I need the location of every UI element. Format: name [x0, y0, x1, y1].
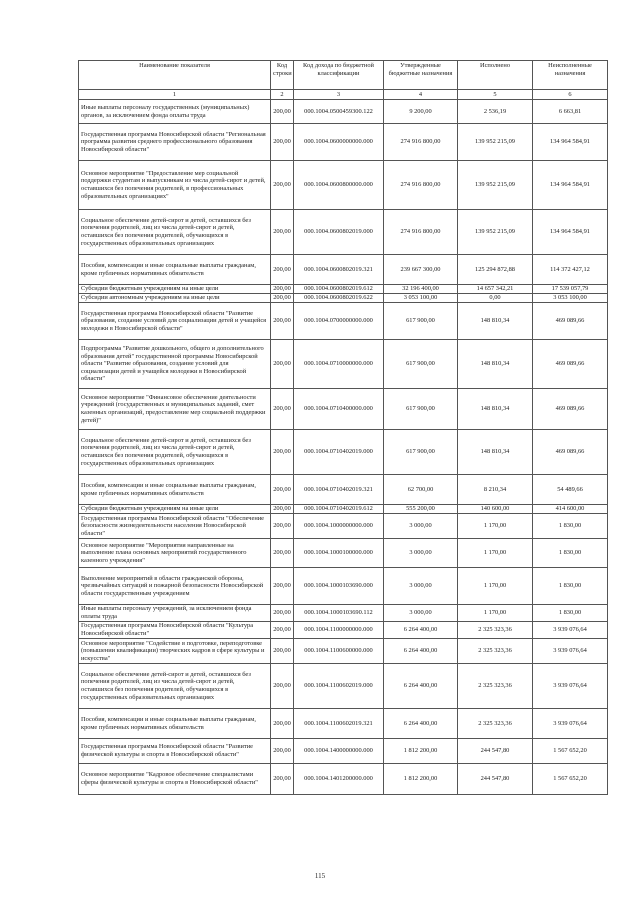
- row-name: Государственная программа Новосибирской области "Развитие образования, создание условий для социализации детей и учащейся молодежи в Новосибирской области": [79, 303, 271, 340]
- row-name: Субсидии автономным учреждениям на иные цели: [79, 294, 271, 303]
- row-executed: 2 325 323,36: [458, 639, 533, 664]
- table-body: [79, 100, 608, 795]
- row-executed: 1 170,00: [458, 605, 533, 622]
- table-row: [79, 568, 608, 605]
- row-executed: 140 600,00: [458, 505, 533, 514]
- row-income-code: 000.1004.0600800000.000: [294, 161, 384, 210]
- table-row: [79, 294, 608, 303]
- row-name: Основное мероприятие "Кадровое обеспечение специалистами сферы физической культуры и спорта в Новосибирской области": [79, 764, 271, 795]
- row-approved: 3 000,00: [384, 539, 458, 568]
- row-line-code: 200,00: [271, 664, 294, 709]
- row-income-code: 000.1004.0600802019.000: [294, 210, 384, 255]
- row-income-code: 000.1004.0710402019.000: [294, 430, 384, 475]
- row-income-code: 000.1004.1000103690.112: [294, 605, 384, 622]
- row-line-code: 200,00: [271, 255, 294, 285]
- row-name: Субсидии бюджетным учреждениям на иные цели: [79, 505, 271, 514]
- row-approved: 274 916 800,00: [384, 124, 458, 161]
- table-row: [79, 505, 608, 514]
- row-unexecuted: 114 372 427,12: [533, 255, 608, 285]
- row-income-code: 000.1004.1100602019.321: [294, 709, 384, 739]
- row-line-code: 200,00: [271, 622, 294, 639]
- column-number: 5: [458, 90, 533, 100]
- row-name: Социальное обеспечение детей-сирот и детей, оставшихся без попечения родителей, лиц из числа детей-сирот и детей, оставшихся без попечения родителей, обучающихся в государственных образовательных организациях: [79, 664, 271, 709]
- row-line-code: 200,00: [271, 539, 294, 568]
- row-unexecuted: 1 830,00: [533, 568, 608, 605]
- row-name: Субсидии бюджетным учреждениям на иные цели: [79, 285, 271, 294]
- row-line-code: 200,00: [271, 210, 294, 255]
- table-row: [79, 124, 608, 161]
- row-unexecuted: 6 663,81: [533, 100, 608, 124]
- row-line-code: 200,00: [271, 514, 294, 539]
- row-income-code: 000.1004.0600802019.622: [294, 294, 384, 303]
- row-executed: 139 952 215,09: [458, 210, 533, 255]
- table-row: [79, 605, 608, 622]
- table-row: [79, 664, 608, 709]
- row-line-code: 200,00: [271, 430, 294, 475]
- row-unexecuted: 469 089,66: [533, 303, 608, 340]
- row-approved: 3 053 100,00: [384, 294, 458, 303]
- row-income-code: 000.1004.0700000000.000: [294, 303, 384, 340]
- row-income-code: 000.1004.0710000000.000: [294, 340, 384, 389]
- row-unexecuted: 3 053 100,00: [533, 294, 608, 303]
- table-row: [79, 100, 608, 124]
- row-executed: 148 810,34: [458, 430, 533, 475]
- row-line-code: 200,00: [271, 294, 294, 303]
- row-name: Основное мероприятие "Содействие в подготовке, переподготовке (повышении квалификации) творческих кадров в сфере культуры и искусства": [79, 639, 271, 664]
- row-approved: 6 264 400,00: [384, 622, 458, 639]
- row-approved: 1 812 200,00: [384, 764, 458, 795]
- row-name: Иные выплаты персоналу учреждений, за исключением фонда оплаты труда: [79, 605, 271, 622]
- row-executed: 148 810,34: [458, 340, 533, 389]
- column-number: 3: [294, 90, 384, 100]
- row-unexecuted: 469 089,66: [533, 389, 608, 430]
- row-line-code: 200,00: [271, 161, 294, 210]
- row-name: Основное мероприятие "Предоставление мер социальной поддержки студентам и выпускникам из числа детей-сирот и детей, оставшихся без попечения родителей, в профессиональных образовательных организациях": [79, 161, 271, 210]
- row-unexecuted: 1 830,00: [533, 514, 608, 539]
- row-approved: 1 812 200,00: [384, 739, 458, 764]
- row-approved: 32 196 400,00: [384, 285, 458, 294]
- row-unexecuted: 1 830,00: [533, 605, 608, 622]
- row-approved: 617 900,00: [384, 389, 458, 430]
- row-name: Государственная программа Новосибирской области "Региональная программа развития среднего профессионального образования Новосибирской области": [79, 124, 271, 161]
- row-executed: 2 325 323,36: [458, 664, 533, 709]
- row-income-code: 000.1004.1000103690.000: [294, 568, 384, 605]
- row-approved: 617 900,00: [384, 430, 458, 475]
- table-row: [79, 475, 608, 505]
- row-income-code: 000.1004.1000000000.000: [294, 514, 384, 539]
- row-executed: 139 952 215,09: [458, 124, 533, 161]
- table-row: [79, 539, 608, 568]
- column-number-row: [79, 90, 608, 100]
- row-line-code: 200,00: [271, 285, 294, 294]
- column-number: 4: [384, 90, 458, 100]
- row-unexecuted: 414 600,00: [533, 505, 608, 514]
- table-row: [79, 709, 608, 739]
- row-income-code: 000.1004.0500459300.122: [294, 100, 384, 124]
- row-name: Пособия, компенсации и иные социальные выплаты гражданам, кроме публичных нормативных обязательств: [79, 255, 271, 285]
- row-line-code: 200,00: [271, 764, 294, 795]
- row-unexecuted: 3 939 076,64: [533, 664, 608, 709]
- row-income-code: 000.1004.0710400000.000: [294, 389, 384, 430]
- row-executed: 8 210,34: [458, 475, 533, 505]
- table-row: [79, 430, 608, 475]
- row-executed: 125 294 872,88: [458, 255, 533, 285]
- row-executed: 1 170,00: [458, 514, 533, 539]
- row-line-code: 200,00: [271, 739, 294, 764]
- row-line-code: 200,00: [271, 568, 294, 605]
- row-approved: 274 916 800,00: [384, 161, 458, 210]
- row-approved: 617 900,00: [384, 303, 458, 340]
- row-line-code: 200,00: [271, 639, 294, 664]
- row-unexecuted: 134 964 584,91: [533, 124, 608, 161]
- row-unexecuted: 1 567 652,20: [533, 739, 608, 764]
- row-executed: 1 170,00: [458, 568, 533, 605]
- row-unexecuted: 3 939 076,64: [533, 622, 608, 639]
- row-name: Основное мероприятие "Мероприятия направленные на выполнение плана основных мероприятий государственного казенного учреждения": [79, 539, 271, 568]
- row-executed: 244 547,80: [458, 739, 533, 764]
- row-approved: 3 000,00: [384, 514, 458, 539]
- table-row: [79, 303, 608, 340]
- row-unexecuted: 3 939 076,64: [533, 639, 608, 664]
- row-approved: 6 264 400,00: [384, 664, 458, 709]
- row-line-code: 200,00: [271, 100, 294, 124]
- row-line-code: 200,00: [271, 709, 294, 739]
- row-approved: 3 000,00: [384, 605, 458, 622]
- row-approved: 3 000,00: [384, 568, 458, 605]
- row-income-code: 000.1004.0710402019.321: [294, 475, 384, 505]
- table-row: [79, 255, 608, 285]
- column-number: 6: [533, 90, 608, 100]
- row-executed: 0,00: [458, 294, 533, 303]
- row-approved: 274 916 800,00: [384, 210, 458, 255]
- row-executed: 2 325 323,36: [458, 709, 533, 739]
- row-income-code: 000.1004.0710402019.612: [294, 505, 384, 514]
- table-row: [79, 210, 608, 255]
- row-approved: 555 200,00: [384, 505, 458, 514]
- row-line-code: 200,00: [271, 303, 294, 340]
- row-unexecuted: 17 539 057,79: [533, 285, 608, 294]
- row-executed: 1 170,00: [458, 539, 533, 568]
- row-approved: 239 667 300,00: [384, 255, 458, 285]
- row-line-code: 200,00: [271, 505, 294, 514]
- row-name: Иные выплаты персоналу государственных (муниципальных) органов, за исключением фонда оплаты труда: [79, 100, 271, 124]
- row-line-code: 200,00: [271, 340, 294, 389]
- page-number: 115: [314, 872, 326, 880]
- table-row: [79, 389, 608, 430]
- row-name: Государственная программа Новосибирской области "Развитие физической культуры и спорта в Новосибирской области": [79, 739, 271, 764]
- row-name: Социальное обеспечение детей-сирот и детей, оставшихся без попечения родителей, лиц из числа детей-сирот и детей, оставшихся без попечения родителей, обучающихся в государственных образовательных организациях: [79, 430, 271, 475]
- row-executed: 2 536,19: [458, 100, 533, 124]
- row-name: Государственная программа Новосибирской области "Культура Новосибирской области": [79, 622, 271, 639]
- row-approved: 6 264 400,00: [384, 639, 458, 664]
- row-income-code: 000.1004.1401200000.000: [294, 764, 384, 795]
- header-income-code: Код дохода по бюджетной классификации: [294, 61, 384, 90]
- row-income-code: 000.1004.1100000000.000: [294, 622, 384, 639]
- table-row: [79, 340, 608, 389]
- row-executed: 148 810,34: [458, 303, 533, 340]
- row-executed: 14 657 342,21: [458, 285, 533, 294]
- row-income-code: 000.1004.1100600000.000: [294, 639, 384, 664]
- row-approved: 62 700,00: [384, 475, 458, 505]
- table-header-row: [79, 61, 608, 90]
- header-executed: Исполнено: [458, 61, 533, 90]
- table-row: [79, 285, 608, 294]
- table-row: [79, 161, 608, 210]
- table-row: [79, 764, 608, 795]
- table-row: [79, 622, 608, 639]
- row-line-code: 200,00: [271, 475, 294, 505]
- row-name: Пособия, компенсации и иные социальные выплаты гражданам, кроме публичных нормативных обязательств: [79, 709, 271, 739]
- column-number: 1: [79, 90, 271, 100]
- table-row: [79, 639, 608, 664]
- row-income-code: 000.1004.0600802019.321: [294, 255, 384, 285]
- row-approved: 9 200,00: [384, 100, 458, 124]
- header-name: Наименование показателя: [79, 61, 271, 90]
- row-unexecuted: 54 489,66: [533, 475, 608, 505]
- header-line-code: Код строки: [271, 61, 294, 90]
- row-executed: 2 325 323,36: [458, 622, 533, 639]
- row-line-code: 200,00: [271, 389, 294, 430]
- row-name: Государственная программа Новосибирской области "Обеспечение безопасности жизнедеятельности населения Новосибирской области": [79, 514, 271, 539]
- row-income-code: 000.1004.1000100000.000: [294, 539, 384, 568]
- row-executed: 139 952 215,09: [458, 161, 533, 210]
- column-number: 2: [271, 90, 294, 100]
- row-approved: 617 900,00: [384, 340, 458, 389]
- table-row: [79, 514, 608, 539]
- row-income-code: 000.1004.0600802019.612: [294, 285, 384, 294]
- table-row: [79, 739, 608, 764]
- report-sheet: [78, 60, 607, 795]
- row-line-code: 200,00: [271, 124, 294, 161]
- header-unexecuted: Неисполненные назначения: [533, 61, 608, 90]
- row-name: Подпрограмма "Развитие дошкольного, общего и дополнительного образования детей" государственной программы Новосибирской области "Развитие образования, создание условий для социализации детей и учащейся молодежи в Новосибирской области": [79, 340, 271, 389]
- row-name: Основное мероприятие "Финансовое обеспечение деятельности учреждений (государственных и муниципальных заданий, смет казенных организаций, предоставление мер социальной поддержки детей)": [79, 389, 271, 430]
- row-unexecuted: 3 939 076,64: [533, 709, 608, 739]
- row-name: Пособия, компенсации и иные социальные выплаты гражданам, кроме публичных нормативных обязательств: [79, 475, 271, 505]
- row-unexecuted: 1 567 652,20: [533, 764, 608, 795]
- budget-execution-table: [78, 60, 608, 795]
- row-unexecuted: 469 089,66: [533, 430, 608, 475]
- row-name: Выполнение мероприятий в области гражданской обороны, чрезвычайных ситуаций и пожарной безопасности Новосибирской области государственным учреждением: [79, 568, 271, 605]
- row-name: Социальное обеспечение детей-сирот и детей, оставшихся без попечения родителей, лиц из числа детей-сирот и детей, оставшихся без попечения родителей, обучающихся в государственных образовательных организациях: [79, 210, 271, 255]
- row-approved: 6 264 400,00: [384, 709, 458, 739]
- row-income-code: 000.1004.0600000000.000: [294, 124, 384, 161]
- row-unexecuted: 134 964 584,91: [533, 161, 608, 210]
- header-approved: Утвержденные бюджетные назначения: [384, 61, 458, 90]
- row-line-code: 200,00: [271, 605, 294, 622]
- row-unexecuted: 469 089,66: [533, 340, 608, 389]
- row-executed: 244 547,80: [458, 764, 533, 795]
- row-income-code: 000.1004.1100602019.000: [294, 664, 384, 709]
- row-executed: 148 810,34: [458, 389, 533, 430]
- row-unexecuted: 134 964 584,91: [533, 210, 608, 255]
- row-income-code: 000.1004.1400000000.000: [294, 739, 384, 764]
- row-unexecuted: 1 830,00: [533, 539, 608, 568]
